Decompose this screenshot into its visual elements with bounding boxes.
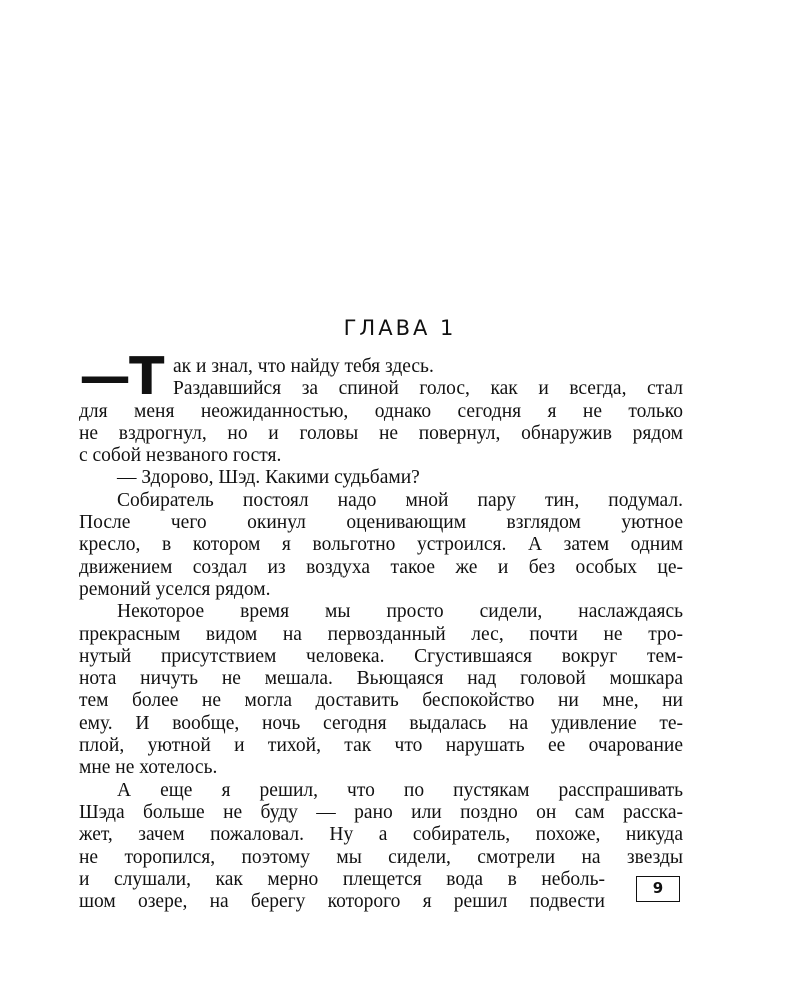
text-line: — Здорово, Шэд. Какими судьбами?	[117, 467, 420, 489]
text-line: Раздавшийся за спиной голос, как и всегда, стал	[173, 378, 683, 400]
drop-cap: —Т	[79, 347, 163, 407]
text-line: Некоторое время мы просто сидели, наслаждаясь	[117, 601, 683, 623]
text-line: кресло, в котором я вольготно устроился. А затем одним	[79, 534, 683, 556]
text-line: и слушали, как мерно плещется вода в неболь-	[79, 868, 605, 890]
text-line: тем более не могла доставить беспокойство ни мне, ни	[79, 690, 683, 712]
text-line: Собиратель постоял надо мной пару тин, подумал.	[117, 489, 683, 511]
body-text	[79, 347, 683, 913]
text-line: не вздрогнул, но и головы не повернул, обнаружив рядом	[79, 422, 683, 444]
text-line: для меня неожиданностью, однако сегодня я не только	[79, 400, 683, 422]
page-number: 9	[636, 876, 680, 902]
text-line: шом озере, на берегу которого я решил подвести	[79, 891, 605, 913]
text-line: плой, уютной и тихой, так что нарушать ее очарование	[79, 735, 683, 757]
text-line: не торопился, поэтому мы сидели, смотрели на звезды	[79, 846, 683, 868]
text-line: с собой незваного гостя.	[79, 445, 282, 467]
text-line: После чего окинул оценивающим взглядом уютное	[79, 512, 683, 534]
text-line: Шэда больше не буду — рано или поздно он сам расска-	[79, 801, 683, 823]
text-line: прекрасным видом на первозданный лес, почти не тро-	[79, 623, 683, 645]
text-line: ремоний уселся рядом.	[79, 578, 271, 600]
chapter-title: ГЛАВА 1	[343, 316, 457, 340]
text-line: мне не хотелось.	[79, 757, 218, 779]
text-line: нутый присутствием человека. Сгустившаяся вокруг тем-	[79, 645, 683, 667]
text-line: нота ничуть не мешала. Вьющаяся над головой мошкара	[79, 668, 683, 690]
text-line: ак и знал, что найду тебя здесь.	[173, 356, 434, 377]
text-line: жет, зачем пожаловал. Ну а собиратель, похоже, никуда	[79, 824, 683, 846]
text-line: движением создал из воздуха такое же и без особых це-	[79, 556, 683, 578]
text-line: А еще я решил, что по пустякам расспрашивать	[117, 779, 683, 801]
text-line: ему. И вообще, ночь сегодня выдалась на удивление те-	[79, 712, 683, 734]
